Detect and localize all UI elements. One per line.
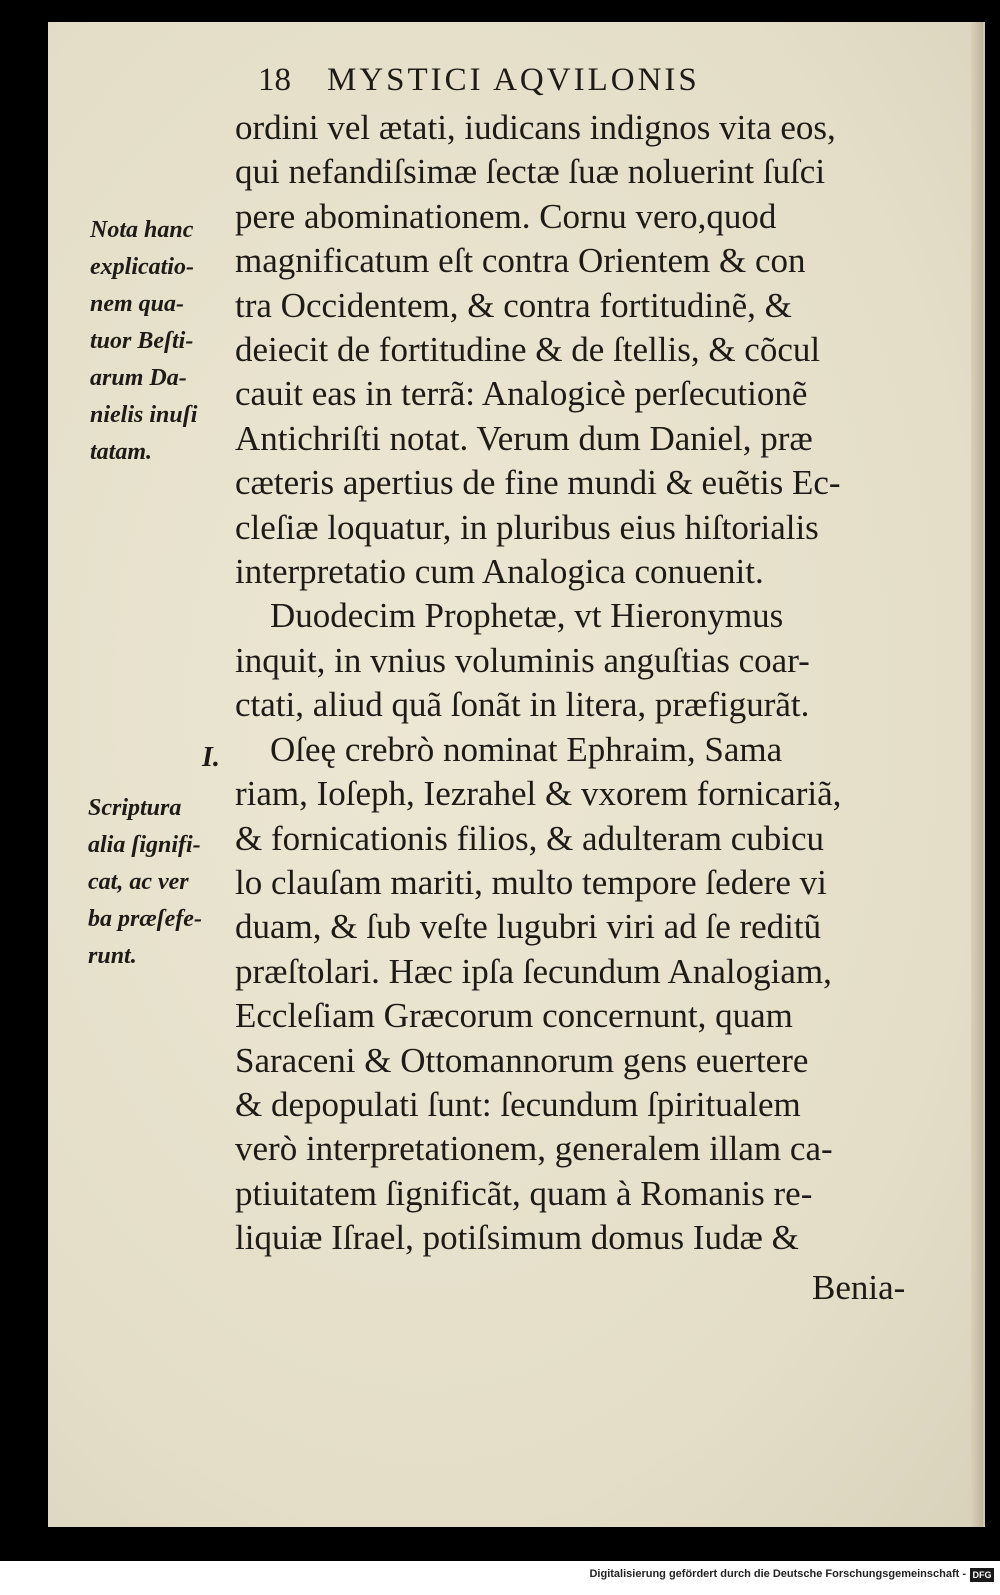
text-line: cauit eas in terrã: Analogicè perſecutionẽ (235, 374, 808, 414)
text-line: ordini vel ætati, iudicans indignos vita eos, (235, 108, 836, 147)
marginal-line: ba præſefe- (88, 906, 202, 932)
marginal-line: Scriptura (88, 795, 182, 821)
text-line: qui nefandiſsimæ ſectæ ſuæ noluerint ſuſci (235, 152, 826, 192)
text-line: interpretatio cum Analogica conuenit. (235, 552, 764, 592)
text-line: lo clauſam mariti, multo tempore ſedere vi (235, 862, 827, 902)
marginal-line: nem qua- (90, 291, 185, 317)
text-line: magnificatum eſt contra Orientem & con (235, 241, 806, 281)
text-line: Eccleſiam Græcorum concernunt, quam (235, 996, 793, 1036)
text-line: cleſiæ loquatur, in pluribus eius hiſtorialis (235, 507, 819, 547)
dfg-logo: DFG (970, 1568, 994, 1582)
text-line: Antichriſti notat. Verum dum Daniel, præ (235, 418, 813, 458)
text-line: pere abominationem. Cornu vero,quod (235, 196, 777, 236)
text-line: verò interpretationem, generalem illam ca- (235, 1129, 833, 1169)
text-line: Saraceni & Ottomannorum gens euertere (235, 1040, 809, 1080)
text-line: præſtolari. Hæc ipſa ſecundum Analogiam, (235, 951, 832, 991)
marginal-line: cat, ac ver (88, 869, 189, 895)
text-line: Duodecim Prophetæ, vt Hieronymus (235, 596, 784, 636)
marginal-line: tatam. (90, 439, 153, 465)
text-line: & fornicationis filios, & adulteram cubicu (235, 818, 825, 858)
marginal-line: Nota hanc (90, 217, 194, 243)
text-line: ctati, aliud quã ſonãt in litera, præfigurãt. (235, 685, 810, 725)
text-line: ptiuitatem ſignificãt, quam à Romanis re- (235, 1173, 813, 1213)
funding-credit: Digitalisierung gefördert durch die Deutsche Forschungsgemeinschaft - (589, 1568, 966, 1580)
text-line: riam, Ioſeph, Iezrahel & vxorem fornicariã, (235, 774, 842, 814)
text-line: & depopulati ſunt: ſecundum ſpiritualem (235, 1084, 801, 1124)
text-line: liquiæ Iſrael, potiſsimum domus Iudæ & (235, 1218, 799, 1258)
text-line: cæteris apertius de fine mundi & euẽtis Ec- (235, 463, 841, 503)
text-line: inquit, in vnius voluminis anguſtias coar- (235, 640, 810, 680)
marginal-note-2 (88, 790, 238, 975)
marginal-line: explicatio- (90, 254, 194, 280)
marginal-numeral: I. (202, 742, 220, 773)
footer-bar (0, 1561, 1000, 1595)
marginal-note-1 (90, 212, 240, 471)
marginal-line: tuor Beſti- (90, 328, 194, 354)
main-text-block (235, 106, 885, 1261)
text-line: Oſeę crebrò nominat Ephraim, Sama (235, 729, 783, 769)
text-line: duam, & ſub veſte lugubri viri ad ſe reditũ (235, 907, 822, 947)
marginal-line: arum Da- (90, 365, 187, 391)
marginal-line: runt. (88, 943, 137, 969)
catchword: Benia- (812, 1268, 906, 1307)
running-title: MYSTICI AQVILONIS (327, 62, 700, 98)
text-line: tra Occidentem, & contra fortitudinẽ, & (235, 285, 792, 325)
running-header (258, 62, 858, 99)
marginal-line: nielis inuſi (90, 402, 198, 428)
marginal-line: alia ſignifi- (88, 832, 201, 858)
page-edge (971, 22, 983, 1527)
page-number: 18 (258, 62, 291, 98)
text-line: deiecit de fortitudine & de ſtellis, & cõcul (235, 330, 821, 370)
